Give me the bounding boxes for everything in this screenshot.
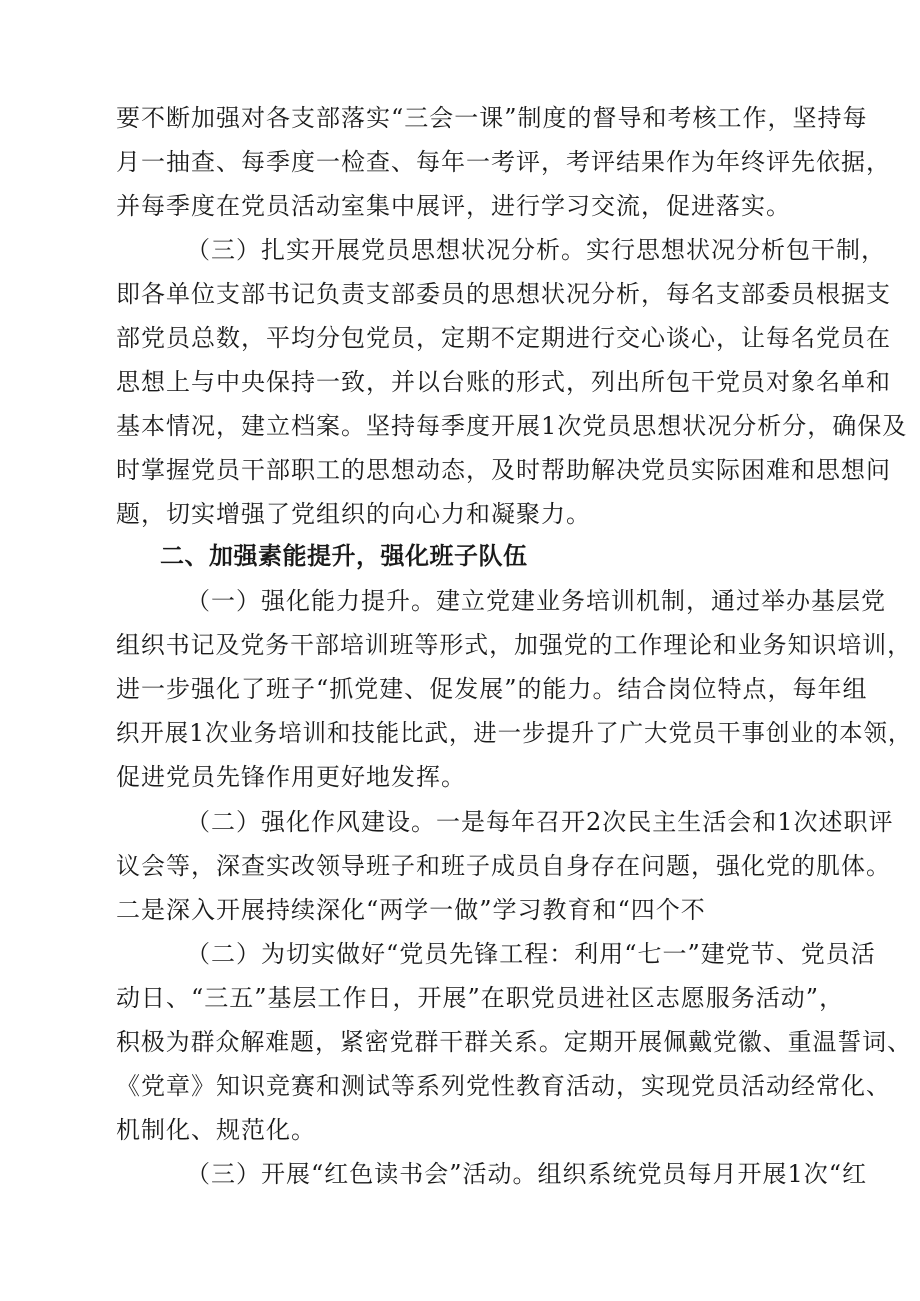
body-line: 月一抽查、每季度一检查、每年一考评，考评结果作为年终评先依据， (116, 148, 891, 176)
paragraph-start-line: （二）为切实做好“党员先锋工程：利用“七一”建党节、党员活 (186, 940, 876, 968)
body-line: 织开展1次业务培训和技能比武，进一步提升了广大党员干事创业的本领， (116, 719, 913, 747)
body-line: 促进党员先锋作用更好地发挥。 (116, 763, 466, 791)
body-line: 并每季度在党员活动室集中展评，进行学习交流，促进落实。 (116, 192, 791, 220)
section-heading: 二、加强素能提升，强化班子队伍 (160, 542, 528, 570)
paragraph-start-line: （一）强化能力提升。建立党建业务培训机制，通过举办基层党 (186, 587, 886, 615)
body-line: 机制化、规范化。 (116, 1116, 316, 1144)
body-line: 动日、“三五”基层工作日，开展”在职党员进社区志愿服务活动”， (116, 984, 845, 1012)
body-line: 《党章》知识竞赛和测试等系列党性教育活动，实现党员活动经常化、 (116, 1072, 891, 1100)
body-line: 即各单位支部书记负责支部委员的思想状况分析，每名支部委员根据支 (116, 280, 891, 308)
body-line: 二是深入开展持续深化“两学一做”学习教育和“四个不 (116, 896, 706, 924)
body-line: 进一步强化了班子“抓党建、促发展”的能力。结合岗位特点，每年组 (116, 675, 868, 703)
body-line: 时掌握党员干部职工的思想动态，及时帮助解决党员实际困难和思想问 (116, 456, 891, 484)
body-line: 思想上与中央保持一致，并以台账的形式，列出所包干党员对象名单和 (116, 368, 891, 396)
body-line: 部党员总数，平均分包党员，定期不定期进行交心谈心，让每名党员在 (116, 324, 891, 352)
body-line: 要不断加强对各支部落实“三会一课”制度的督导和考核工作，坚持每 (116, 104, 868, 132)
body-line: 积极为群众解难题，紧密党群干群关系。定期开展佩戴党徽、重温誓词、 (116, 1028, 912, 1056)
body-line: 议会等，深查实改领导班子和班子成员自身存在问题，强化党的肌体。 (116, 852, 891, 880)
paragraph-start-line: （三）扎实开展党员思想状况分析。实行思想状况分析包干制， (186, 236, 886, 264)
body-line: 组织书记及党务干部培训班等形式，加强党的工作理论和业务知识培训， (116, 631, 912, 659)
body-line: 题，切实增强了党组织的向心力和凝聚力。 (116, 500, 591, 528)
paragraph-start-line: （二）强化作风建设。一是每年召开2次民主生活会和1次述职评 (186, 808, 894, 836)
paragraph-start-line: （三）开展“红色读书会”活动。组织系统党员每月开展1次“红 (186, 1160, 868, 1188)
body-line: 基本情况，建立档案。坚持每季度开展1次党员思想状况分析分，确保及 (116, 412, 908, 440)
